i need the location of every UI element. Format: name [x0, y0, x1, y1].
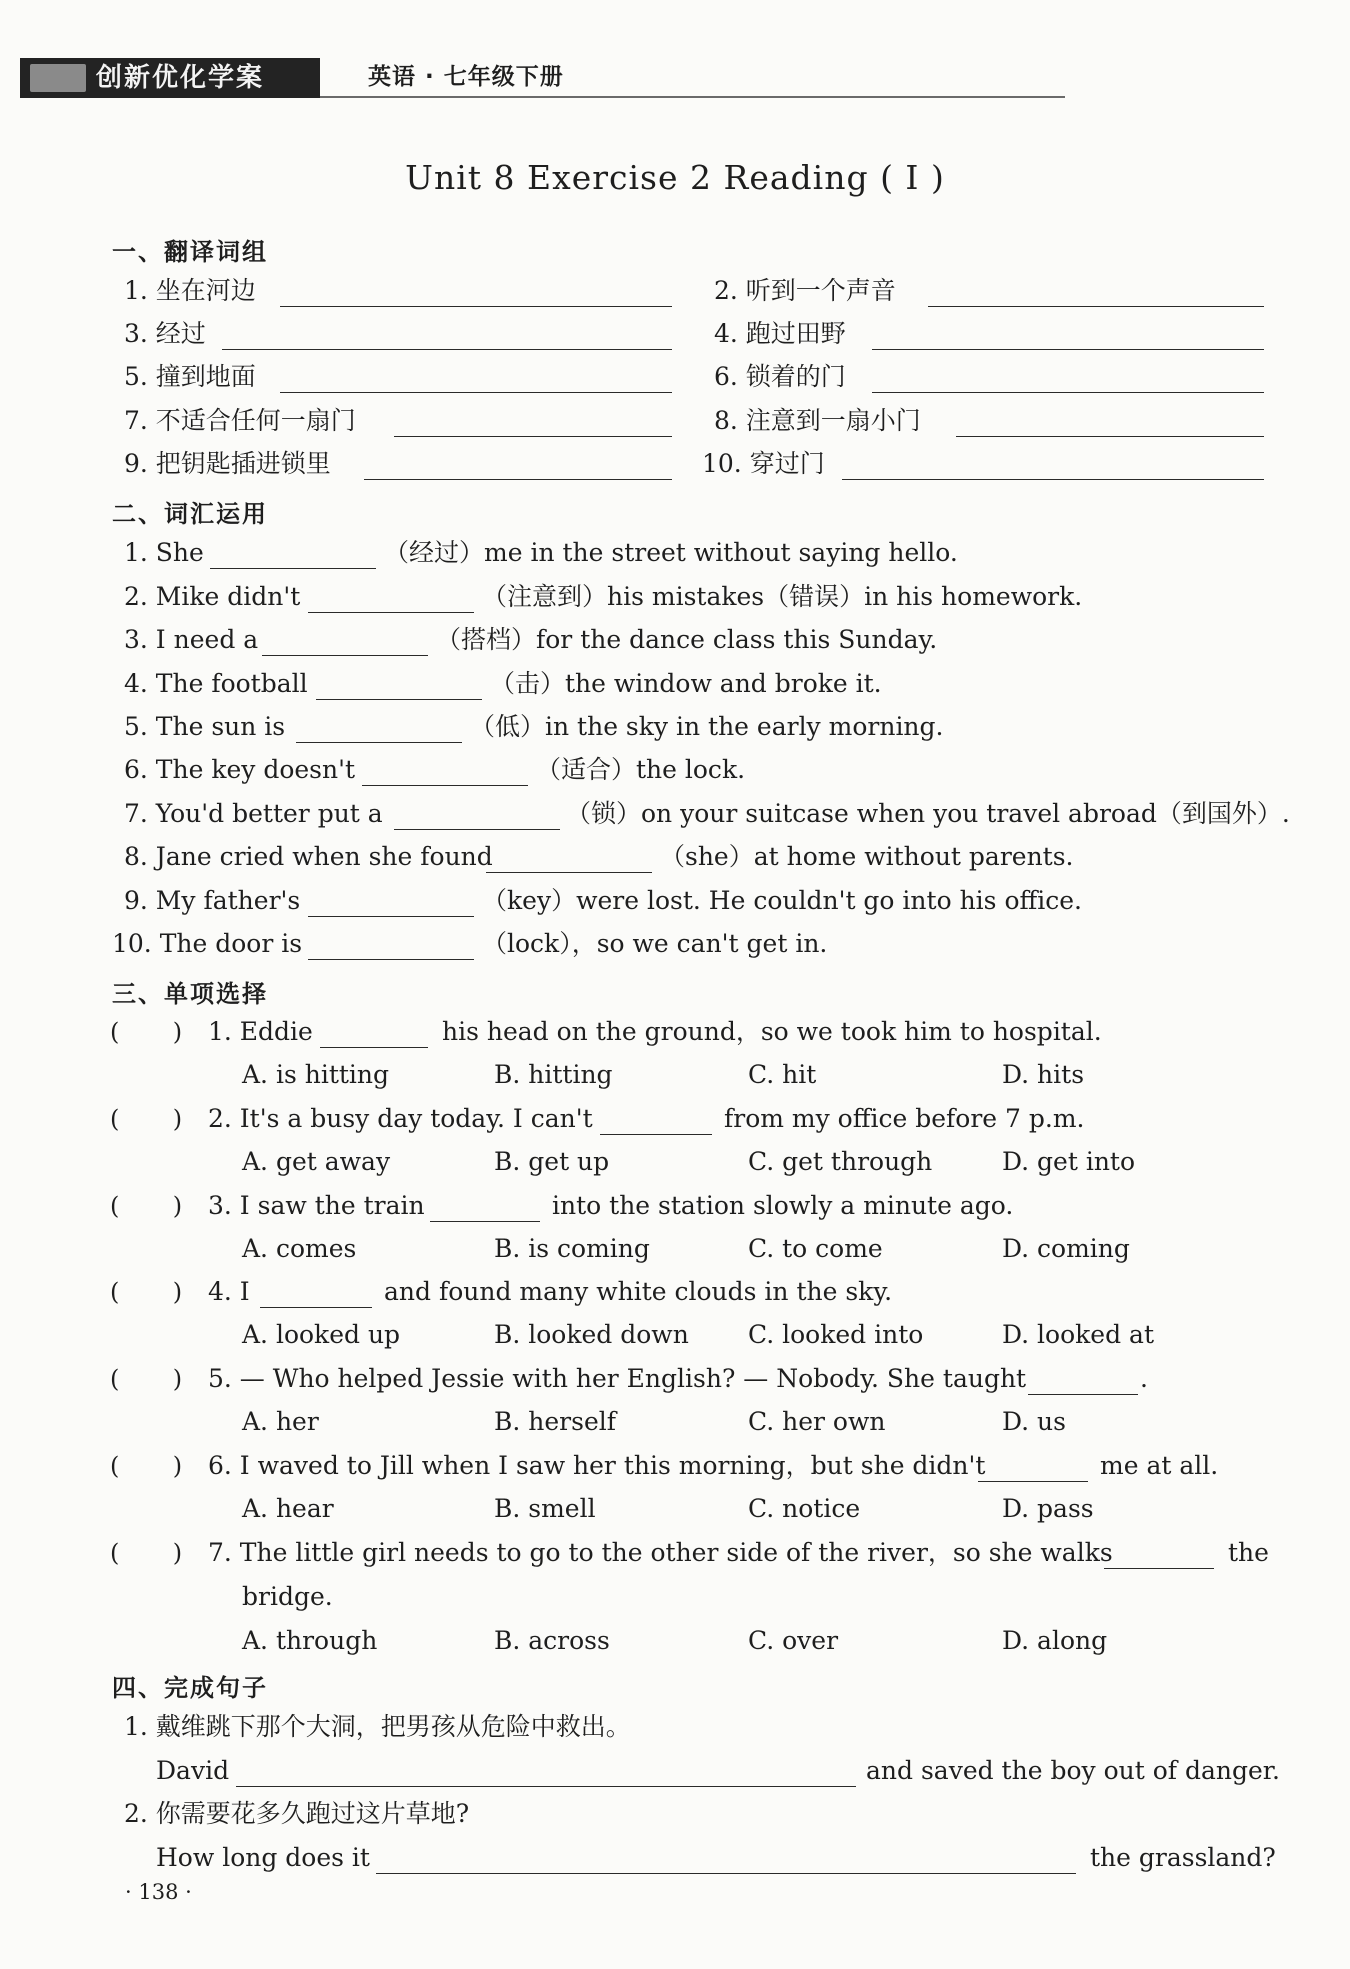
answer-line[interactable] [308, 916, 474, 917]
option-c[interactable]: C. looked into [748, 1320, 924, 1349]
phrase-item: 2. 听到一个声音 [714, 276, 896, 305]
answer-line[interactable] [376, 1873, 1076, 1874]
option-d[interactable]: D. looked at [1002, 1320, 1154, 1349]
phrase-item: 3. 经过 [124, 319, 206, 348]
question-stem-cont: bridge. [242, 1582, 333, 1611]
option-d[interactable]: D. pass [1002, 1494, 1094, 1523]
option-c[interactable]: C. notice [748, 1494, 861, 1523]
answer-line [430, 1221, 540, 1222]
answer-line[interactable] [486, 872, 652, 873]
answer-line [1028, 1394, 1138, 1395]
sentence-prefix: How long does it [156, 1843, 370, 1872]
option-c[interactable]: C. hit [748, 1060, 817, 1089]
answer-bracket[interactable]: ( ) [110, 1365, 183, 1393]
vocab-rest: （击）the window and broke it. [490, 669, 882, 698]
answer-line[interactable] [956, 436, 1264, 437]
option-d[interactable]: D. along [1002, 1626, 1108, 1655]
option-c[interactable]: C. get through [748, 1147, 933, 1176]
vocab-prefix: 8. Jane cried when she found [124, 842, 493, 871]
answer-line[interactable] [308, 612, 474, 613]
answer-bracket[interactable]: ( ) [110, 1539, 183, 1567]
answer-line[interactable] [928, 306, 1264, 307]
section-heading-complete: 四、完成句子 [112, 1674, 268, 1702]
option-c[interactable]: C. over [748, 1626, 839, 1655]
sentence-suffix: and saved the boy out of danger. [866, 1756, 1280, 1785]
option-d[interactable]: D. us [1002, 1407, 1066, 1436]
question-stem: 5. — Who helped Jessie with her English? — Nobody. She taught [208, 1364, 1027, 1393]
option-a[interactable]: A. comes [242, 1234, 357, 1263]
answer-line[interactable] [842, 479, 1264, 480]
answer-line [260, 1307, 372, 1308]
question-stem-end: and found many white clouds in the sky. [384, 1277, 893, 1306]
question-stem: 1. Eddie [208, 1017, 313, 1046]
answer-line[interactable] [262, 655, 428, 656]
phrase-item: 1. 坐在河边 [124, 276, 256, 305]
section-heading-vocab: 二、词汇运用 [112, 500, 268, 528]
vocab-rest: （搭档）for the dance class this Sunday. [436, 625, 938, 654]
vocab-rest: （key）were lost. He couldn't go into his office. [482, 886, 1083, 915]
answer-bracket[interactable]: ( ) [110, 1192, 183, 1220]
vocab-prefix: 4. The football [124, 669, 308, 698]
page-title: Unit 8 Exercise 2 Reading ( Ⅰ ) [405, 158, 945, 197]
vocab-rest: （锁）on your suitcase when you travel abroad（到国外）. [566, 799, 1290, 828]
answer-bracket[interactable]: ( ) [110, 1278, 183, 1306]
answer-line[interactable] [296, 742, 462, 743]
answer-line[interactable] [872, 349, 1264, 350]
vocab-prefix: 5. The sun is [124, 712, 286, 741]
option-a[interactable]: A. get away [242, 1147, 391, 1176]
phrase-item: 7. 不适合任何一扇门 [124, 406, 356, 435]
phrase-item: 5. 撞到地面 [124, 362, 256, 391]
answer-line [320, 1047, 428, 1048]
question-stem: 6. I waved to Jill when I saw her this morning，but she didn't [208, 1451, 986, 1480]
answer-line [1104, 1568, 1214, 1569]
option-c[interactable]: C. to come [748, 1234, 883, 1263]
vocab-rest: （注意到）his mistakes（错误）in his homework. [482, 582, 1083, 611]
vocab-prefix: 6. The key doesn't [124, 755, 356, 784]
question-stem: 4. I [208, 1277, 250, 1306]
question-stem: 2. It's a busy day today. I can't [208, 1104, 593, 1133]
logo-mark-icon [30, 64, 86, 92]
option-a[interactable]: A. hear [242, 1494, 334, 1523]
section-heading-translate: 一、翻译词组 [112, 238, 268, 266]
answer-line[interactable] [316, 699, 482, 700]
vocab-rest: （低）in the sky in the early morning. [470, 712, 944, 741]
option-a[interactable]: A. is hitting [242, 1060, 390, 1089]
answer-bracket[interactable]: ( ) [110, 1105, 183, 1133]
question-stem: 3. I saw the train [208, 1191, 425, 1220]
option-b[interactable]: B. looked down [494, 1320, 689, 1349]
option-d[interactable]: D. coming [1002, 1234, 1130, 1263]
question-stem-end: from my office before 7 p.m. [724, 1104, 1085, 1133]
option-b[interactable]: B. smell [494, 1494, 596, 1523]
phrase-item: 6. 锁着的门 [714, 362, 846, 391]
question-stem: 7. The little girl needs to go to the other side of the river，so she walks [208, 1538, 1113, 1567]
option-d[interactable]: D. hits [1002, 1060, 1085, 1089]
option-a[interactable]: A. looked up [242, 1320, 401, 1349]
answer-line[interactable] [280, 306, 672, 307]
vocab-prefix: 9. My father's [124, 886, 301, 915]
option-a[interactable]: A. her [242, 1407, 319, 1436]
option-d[interactable]: D. get into [1002, 1147, 1136, 1176]
page-number: · 138 · [125, 1880, 192, 1904]
vocab-rest: （lock），so we can't get in. [482, 929, 828, 958]
option-b[interactable]: B. is coming [494, 1234, 650, 1263]
answer-bracket[interactable]: ( ) [110, 1452, 183, 1480]
sentence-suffix: the grassland? [1090, 1843, 1276, 1872]
answer-line [600, 1134, 712, 1135]
book-title: 英语 · 七年级下册 [368, 64, 564, 90]
question-stem-end: . [1140, 1364, 1148, 1393]
phrase-item: 10. 穿过门 [702, 449, 825, 478]
option-a[interactable]: A. through [242, 1626, 378, 1655]
vocab-prefix: 7. You'd better put a [124, 799, 383, 828]
option-b[interactable]: B. hitting [494, 1060, 613, 1089]
phrase-item: 4. 跑过田野 [714, 319, 846, 348]
header-rule [320, 96, 1065, 98]
answer-line[interactable] [394, 829, 560, 830]
logo-text: 创新优化学案 [96, 63, 265, 93]
vocab-prefix: 3. I need a [124, 625, 259, 654]
page-header [20, 58, 1065, 102]
answer-line[interactable] [872, 392, 1264, 393]
vocab-rest: （适合）the lock. [536, 755, 746, 784]
answer-bracket[interactable]: ( ) [110, 1018, 183, 1046]
vocab-prefix: 2. Mike didn't [124, 582, 301, 611]
section-heading-choice: 三、单项选择 [112, 980, 268, 1008]
answer-line[interactable] [394, 436, 672, 437]
question-stem-end: me at all. [1100, 1451, 1219, 1480]
phrase-item: 8. 注意到一扇小门 [714, 406, 921, 435]
option-b[interactable]: B. herself [494, 1407, 616, 1436]
series-logo [20, 58, 320, 98]
question-stem-end: the [1228, 1538, 1269, 1567]
answer-line[interactable] [308, 959, 474, 960]
answer-line[interactable] [210, 568, 376, 569]
option-c[interactable]: C. her own [748, 1407, 886, 1436]
vocab-prefix: 1. She [124, 538, 204, 567]
question-stem-end: into the station slowly a minute ago. [552, 1191, 1014, 1220]
vocab-prefix: 10. The door is [112, 929, 303, 958]
option-b[interactable]: B. across [494, 1626, 610, 1655]
phrase-item: 9. 把钥匙插进锁里 [124, 449, 331, 478]
answer-line[interactable] [236, 1786, 856, 1787]
sentence-chinese: 2. 你需要花多久跑过这片草地? [124, 1799, 470, 1828]
answer-line[interactable] [362, 785, 528, 786]
answer-line[interactable] [280, 392, 672, 393]
sentence-prefix: David [156, 1756, 230, 1785]
vocab-rest: （经过）me in the street without saying hello. [384, 538, 958, 567]
sentence-chinese: 1. 戴维跳下那个大洞，把男孩从危险中救出。 [124, 1712, 631, 1741]
answer-line [978, 1481, 1088, 1482]
question-stem-end: his head on the ground，so we took him to hospital. [442, 1017, 1102, 1046]
answer-line[interactable] [364, 479, 672, 480]
vocab-rest: （she）at home without parents. [660, 842, 1074, 871]
answer-line[interactable] [222, 349, 672, 350]
option-b[interactable]: B. get up [494, 1147, 610, 1176]
